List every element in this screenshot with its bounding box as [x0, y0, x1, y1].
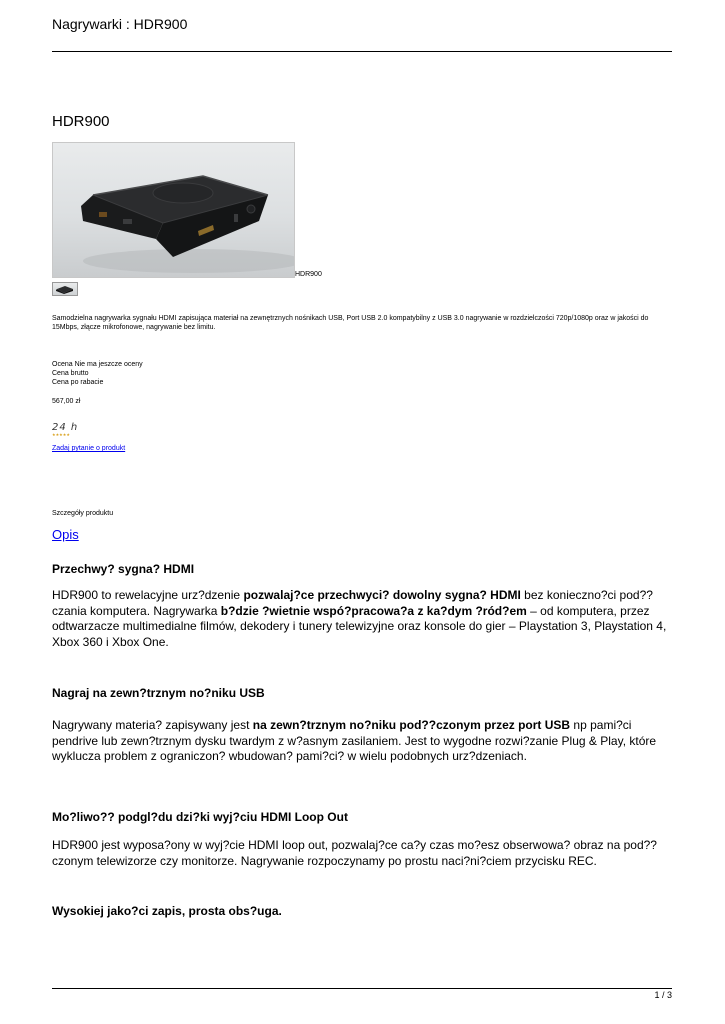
product-details-label: Szczegóły produktu — [52, 510, 114, 517]
ask-question-link[interactable]: Zadaj pytanie o produkt — [52, 445, 126, 452]
section-heading: Przechwy? sygna? HDMI — [52, 562, 195, 576]
price-gross-label: Cena brutto — [52, 370, 89, 377]
product-thumbnail[interactable] — [52, 282, 78, 296]
product-image-caption: HDR900 — [295, 271, 322, 278]
header-divider — [52, 51, 672, 52]
section-paragraph — [52, 588, 672, 650]
product-title: HDR900 — [52, 113, 110, 130]
section-paragraph — [52, 718, 672, 765]
thumbnail-picture — [53, 284, 77, 296]
product-info — [52, 360, 143, 387]
rating-line: Ocena Nie ma jeszcze oceny — [52, 361, 143, 368]
section-heading: Mo?liwo?? podgl?du dzi?ki wyj?ciu HDMI Loop Out — [52, 810, 348, 824]
page-number: 1 / 3 — [654, 990, 672, 1000]
text-run: – od komputera, przez odtwarzacze multimedialne filmów, dekodery i tunery telewizyjne oraz konsole do gier – Playstation 3, Playstation 4, Xbox 360 i Xbox One. — [52, 603, 667, 649]
hdmi-recorder-picture — [53, 143, 295, 278]
section-heading: Wysokiej jako?ci zapis, prosta obs?uga. — [52, 904, 282, 918]
delivery-24h-badge: 24 h — [52, 422, 79, 433]
text-run: HDR900 to rewelacyjne urz?dzenie — [52, 588, 244, 602]
delivery-stars-icon: ★★★★★ — [52, 432, 70, 437]
product-short-description: Samodzielna nagrywarka sygnału HDMI zapisująca materiał na zewnętrznych nośnikach USB, Port USB 2.0 kompatybilny z USB 3.0 nagrywanie w rozdzielczości 720p/1080p oraz w jakości do 15Mbps, złącze mikrofonowe, nagrywanie bez limitu. — [52, 315, 649, 331]
section-heading: Nagraj na zewn?trznym no?niku USB — [52, 686, 265, 700]
tab-description[interactable]: Opis — [52, 527, 79, 542]
product-price: 567,00 zł — [52, 398, 81, 405]
footer-divider — [52, 988, 672, 989]
bold-text-run: pozwalaj?ce przechwyci? dowolny sygna? HDMI — [243, 588, 521, 602]
document-header-title: Nagrywarki : HDR900 — [52, 16, 188, 32]
text-run: np pami?ci pendrive lub zewn?trznym dysku twardym z w?asnym zasilaniem. Jest to wygodne rozwi?zanie Plug & Play, które wyklucza problem z ograniczon? wbudowan? pami?ci? w wielu podobnych urz?dzeniach. — [52, 718, 657, 763]
text-run: HDR900 jest wyposa?ony w wyj?cie HDMI loop out, pozwalaj?ce ca?y czas mo?esz obserwowa? obraz na pod??czonym telewizorze czy monitorze. Nagrywanie rozpoczynamy po prostu naci?ni?ciem przycisku REC. — [52, 838, 657, 868]
text-run: bez konieczno?ci pod??czania komputera. Nagrywarka — [52, 588, 653, 618]
text-run: Nagrywany materia? zapisywany jest — [52, 718, 253, 732]
section-paragraph — [52, 838, 672, 869]
bold-text-run: na zewn?trznym no?niku pod??czonym przez port USB — [252, 718, 571, 732]
product-image[interactable] — [52, 142, 295, 278]
price-discount-label: Cena po rabacie — [52, 379, 104, 386]
bold-text-run: b?dzie ?wietnie wspó?pracowa?a z ka?dym ?ród?em — [220, 603, 527, 618]
